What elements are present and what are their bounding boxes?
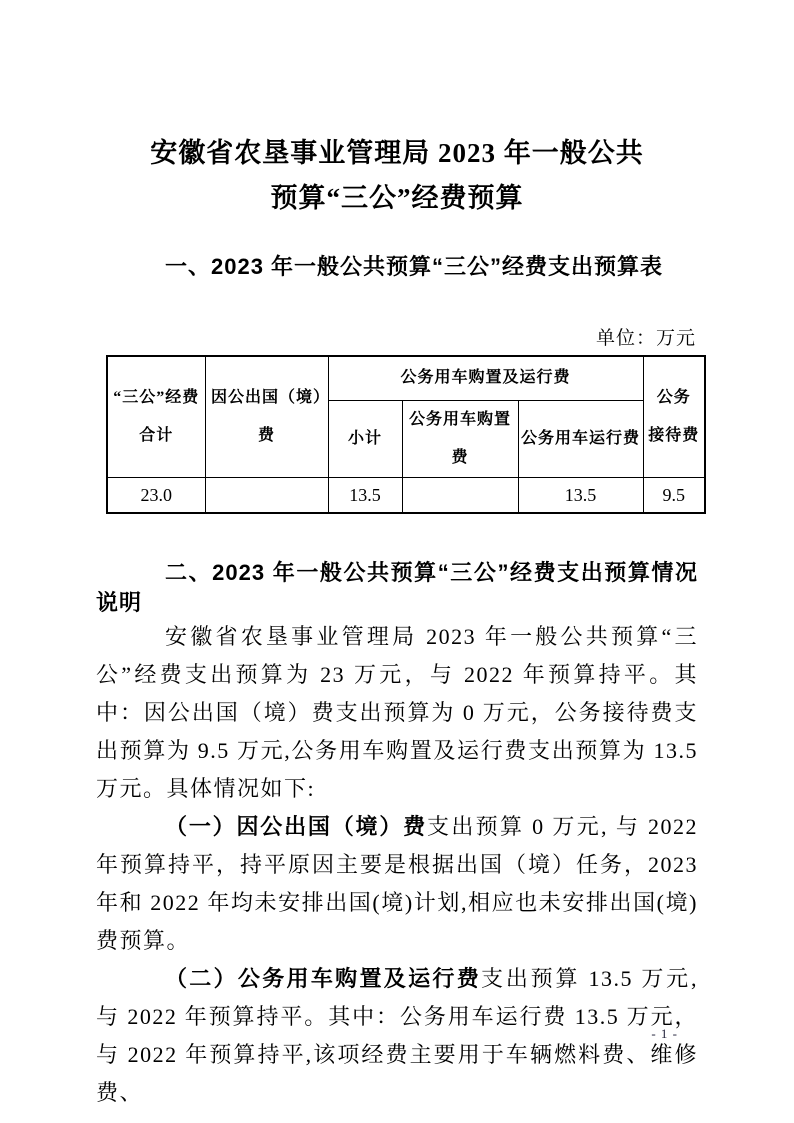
document-title-line1: 安徽省农垦事业管理局 2023 年一般公共	[150, 138, 644, 168]
item1-lead: （一）因公出国（境）费	[165, 814, 427, 839]
table-header-row-1	[107, 356, 705, 400]
data-cell-vehicle-purchase	[402, 477, 518, 513]
header-cell-vehicle-operation: 公务用车运行费	[518, 400, 643, 477]
header-cell-vehicle-group: 公务用车购置及运行费	[328, 356, 643, 400]
data-cell-reception: 9.5	[643, 477, 705, 513]
header-sangong-line2: 合计	[139, 426, 174, 444]
document-title-line2: 预算“三公”经费预算	[270, 183, 524, 213]
header-reception-line2: 接待费	[648, 426, 700, 444]
section2-intro-paragraph: 安徽省农垦事业管理局 2023 年一般公共预算“三公”经费支出预算为 23 万元，与 2022 年预算持平。其中：因公出国（境）费支出预算为 0 万元，公务接待费支出预算为 9.5 万元,公务用车购置及运行费支出预算为 13.5 万元。具体情况如下:	[96, 624, 698, 801]
header-reception-line1: 公务	[656, 388, 691, 406]
item2-lead: （二）公务用车购置及运行费	[165, 966, 482, 991]
item1-text: 支出预算 0 万元, 与 2022 年预算持平，持平原因主要是根据出国（境）任务，2023 年和 2022 年均未安排出国(境)计划,相应也未安排出国(境)费预算。	[96, 814, 698, 953]
header-cell-abroad: 因公出国（境）费	[205, 356, 328, 477]
section2-item2-paragraph	[96, 960, 698, 1112]
page-number: - 1 -	[651, 1026, 678, 1041]
document-title	[96, 131, 698, 221]
header-cell-vehicle-purchase: 公务用车购置费	[402, 400, 518, 477]
data-cell-sangong-total: 23.0	[107, 477, 205, 513]
item2-text: 支出预算 13.5 万元, 与 2022 年预算持平。其中：公务用车运行费 13.5 万元， 与 2022 年预算持平,该项经费主要用于车辆燃料费、维修费、	[96, 966, 698, 1105]
data-cell-abroad	[205, 477, 328, 513]
section1-heading: 一、2023 年一般公共预算“三公”经费支出预算表	[165, 254, 664, 279]
header-cell-sangong-total	[107, 356, 205, 477]
budget-table	[106, 355, 706, 514]
section2-heading: 二、2023 年一般公共预算“三公”经费支出预算情况说明	[96, 560, 698, 615]
table-unit-label: 单位：万元	[595, 328, 696, 349]
data-cell-vehicle-operation: 13.5	[518, 477, 643, 513]
header-cell-vehicle-subtotal: 小计	[328, 400, 402, 477]
section2-item1-paragraph	[96, 808, 698, 960]
header-cell-reception	[643, 356, 705, 477]
table-data-row	[107, 477, 705, 513]
header-sangong-line1: “三公”经费	[113, 388, 200, 406]
data-cell-vehicle-subtotal: 13.5	[328, 477, 402, 513]
